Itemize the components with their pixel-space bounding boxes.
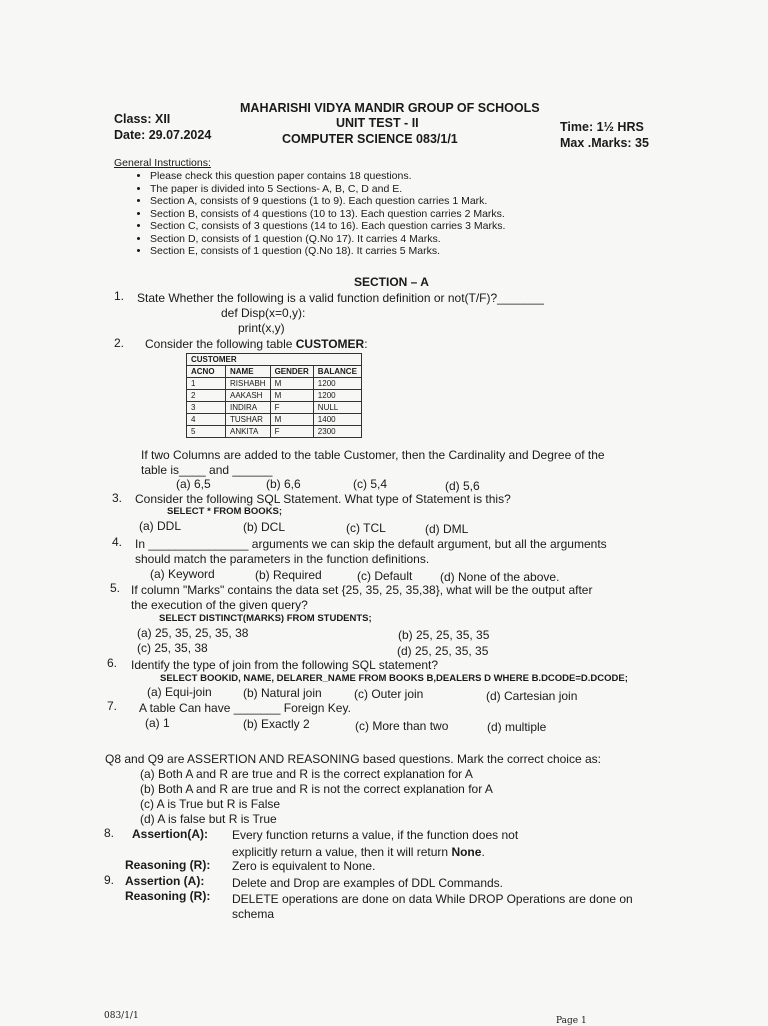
instruction-item: • Section A, consists of 9 questions (1 to 9). Each question carries 1 Mark. bbox=[150, 195, 505, 208]
q2-table-name: CUSTOMER bbox=[295, 337, 365, 351]
q8-assertion-label: Assertion(A): bbox=[132, 827, 209, 841]
q2-line2: table is____ and ______ bbox=[141, 463, 273, 477]
table-cell: F bbox=[270, 402, 313, 414]
q5-option-b: (b) 25, 25, 35, 35 bbox=[398, 628, 490, 642]
q7-option-c: (c) More than two bbox=[355, 719, 449, 733]
q7-option-d: (d) multiple bbox=[487, 720, 547, 734]
q9-assertion-text: Delete and Drop are examples of DDL Commands. bbox=[232, 876, 504, 890]
instruction-item: • Please check this question paper contains 18 questions. bbox=[150, 170, 505, 183]
customer-table bbox=[186, 353, 362, 438]
table-cell: 2 bbox=[187, 390, 226, 402]
q4-number: 4. bbox=[112, 535, 123, 549]
q6-option-d: (d) Cartesian join bbox=[486, 689, 578, 703]
q2-number: 2. bbox=[114, 336, 125, 350]
q9-reasoning-line2: schema bbox=[232, 907, 275, 921]
q7-option-b: (b) Exactly 2 bbox=[243, 717, 310, 731]
date-label: Date: 29.07.2024 bbox=[114, 128, 212, 142]
instruction-item: • Section E, consists of 1 question (Q.No 18). It carries 5 Marks. bbox=[150, 245, 505, 258]
table-header: BALANCE bbox=[313, 366, 361, 378]
ar-option-c: (c) A is True but R is False bbox=[140, 797, 281, 811]
q2-text bbox=[145, 337, 368, 351]
q5-line2: the execution of the given query? bbox=[131, 598, 308, 612]
q3-option-d: (d) DML bbox=[425, 522, 469, 536]
q7-option-a: (a) 1 bbox=[145, 716, 170, 730]
table-cell: INDIRA bbox=[226, 402, 271, 414]
school-name: MAHARISHI VIDYA MANDIR GROUP OF SCHOOLS bbox=[240, 101, 540, 115]
q4-option-d: (d) None of the above. bbox=[440, 570, 560, 584]
q9-assertion-label: Assertion (A): bbox=[125, 874, 205, 888]
section-a-title: SECTION – A bbox=[354, 275, 429, 289]
q5-number: 5. bbox=[110, 581, 121, 595]
q8-assertion-line2 bbox=[232, 845, 485, 859]
table-cell: 3 bbox=[187, 402, 226, 414]
q2-option-b: (b) 6,6 bbox=[266, 477, 301, 491]
q7-text: A table Can have _______ Foreign Key. bbox=[139, 701, 351, 715]
table-cell: RISHABH bbox=[226, 378, 271, 390]
q6-option-c: (c) Outer join bbox=[354, 687, 424, 701]
table-header: GENDER bbox=[270, 366, 313, 378]
footer-code: 083/1/1 bbox=[104, 1011, 139, 1021]
max-marks-label: Max .Marks: 35 bbox=[560, 136, 649, 150]
table-cell: 5 bbox=[187, 426, 226, 438]
q4-option-a: (a) Keyword bbox=[150, 567, 215, 581]
table-cell: 1400 bbox=[313, 414, 361, 426]
q4-line2: should match the parameters in the function definitions. bbox=[135, 552, 430, 566]
time-label: Time: 1½ HRS bbox=[560, 120, 644, 134]
table-row bbox=[187, 390, 362, 402]
q8-assertion-line1: Every function returns a value, if the function does not bbox=[232, 828, 519, 842]
q2-option-c: (c) 5,4 bbox=[353, 477, 388, 491]
q2-line1: If two Columns are added to the table Customer, then the Cardinality and Degree of the bbox=[141, 448, 605, 462]
table-cell: TUSHAR bbox=[226, 414, 271, 426]
table-row bbox=[187, 402, 362, 414]
table-row bbox=[187, 378, 362, 390]
q8-assertion-text: explicitly return a value, then it will return bbox=[232, 845, 449, 859]
q5-line1: If column "Marks" contains the data set {25, 35, 25, 35,38}, what will be the output after bbox=[131, 583, 593, 597]
q4-option-b: (b) Required bbox=[255, 568, 322, 582]
q3-option-c: (c) TCL bbox=[346, 521, 386, 535]
q8-reasoning-label: Reasoning (R): bbox=[125, 858, 211, 872]
ar-option-a: (a) Both A and R are true and R is the correct explanation for A bbox=[140, 767, 473, 781]
q2-text-plain: Consider the following table bbox=[145, 337, 293, 351]
q8-period: . bbox=[481, 845, 485, 859]
q5-sql: SELECT DISTINCT(MARKS) FROM STUDENTS; bbox=[159, 613, 372, 624]
test-name: UNIT TEST - II bbox=[336, 116, 419, 130]
table-row bbox=[187, 414, 362, 426]
table-cell: NULL bbox=[313, 402, 361, 414]
q3-number: 3. bbox=[112, 491, 123, 505]
q4-option-c: (c) Default bbox=[357, 569, 413, 583]
q3-text: Consider the following SQL Statement. What type of Statement is this? bbox=[135, 492, 511, 506]
instruction-item: • The paper is divided into 5 Sections- A, B, C, D and E. bbox=[150, 183, 505, 196]
q8-number: 8. bbox=[104, 826, 115, 840]
q1-code-line2: print(x,y) bbox=[238, 321, 285, 335]
instruction-item: • Section C, consists of 3 questions (14 to 16). Each question carries 3 Marks. bbox=[150, 220, 505, 233]
q1-code-line1: def Disp(x=0,y): bbox=[221, 306, 306, 320]
customer-table-title: CUSTOMER bbox=[187, 354, 362, 366]
ar-option-b: (b) Both A and R are true and R is not the correct explanation for A bbox=[140, 782, 493, 796]
table-cell: M bbox=[270, 378, 313, 390]
q4-line1: In _______________ arguments we can skip the default argument, but all the arguments bbox=[135, 537, 607, 551]
table-cell: 2300 bbox=[313, 426, 361, 438]
table-cell: M bbox=[270, 390, 313, 402]
instructions-list bbox=[132, 170, 505, 258]
q3-sql: SELECT * FROM BOOKS; bbox=[167, 506, 283, 517]
q6-text: Identify the type of join from the following SQL statement? bbox=[131, 658, 439, 672]
table-cell: 4 bbox=[187, 414, 226, 426]
table-cell: ANKITA bbox=[226, 426, 271, 438]
table-cell: 1 bbox=[187, 378, 226, 390]
table-header: ACNO bbox=[187, 366, 226, 378]
instructions-title: General Instructions: bbox=[114, 157, 211, 169]
table-row bbox=[187, 426, 362, 438]
q6-option-a: (a) Equi-join bbox=[147, 685, 212, 699]
q5-option-a: (a) 25, 35, 25, 35, 38 bbox=[137, 626, 249, 640]
q6-number: 6. bbox=[107, 656, 118, 670]
q9-reasoning-label: Reasoning (R): bbox=[125, 889, 211, 903]
q2-colon: : bbox=[364, 337, 368, 351]
ar-intro: Q8 and Q9 are ASSERTION AND REASONING based questions. Mark the correct choice as: bbox=[105, 752, 601, 766]
q1-text: State Whether the following is a valid function definition or not(T/F)?_______ bbox=[137, 291, 544, 305]
table-cell: F bbox=[270, 426, 313, 438]
class-label: Class: XII bbox=[114, 112, 171, 126]
subject-code: COMPUTER SCIENCE 083/1/1 bbox=[282, 132, 458, 146]
q7-number: 7. bbox=[107, 699, 118, 713]
q1-number: 1. bbox=[114, 289, 125, 303]
q2-option-d: (d) 5,6 bbox=[445, 479, 480, 493]
table-cell: 1200 bbox=[313, 378, 361, 390]
table-header: NAME bbox=[226, 366, 271, 378]
table-cell: AAKASH bbox=[226, 390, 271, 402]
q2-option-a: (a) 6,5 bbox=[176, 477, 211, 491]
table-cell: M bbox=[270, 414, 313, 426]
q9-reasoning-line1: DELETE operations are done on data While DROP Operations are done on bbox=[232, 892, 633, 906]
table-cell: 1200 bbox=[313, 390, 361, 402]
q3-option-b: (b) DCL bbox=[243, 520, 286, 534]
q8-none-keyword: None bbox=[451, 845, 482, 859]
q5-option-d: (d) 25, 25, 35, 35 bbox=[397, 644, 489, 658]
q6-option-b: (b) Natural join bbox=[243, 686, 322, 700]
q6-sql: SELECT BOOKID, NAME, DELARER_NAME FROM BOOKS B,DEALERS D WHERE B.DCODE=D.DCODE; bbox=[160, 673, 628, 684]
q5-option-c: (c) 25, 35, 38 bbox=[137, 641, 208, 655]
q8-reasoning-text: Zero is equivalent to None. bbox=[232, 859, 376, 873]
ar-option-d: (d) A is false but R is True bbox=[140, 812, 277, 826]
instruction-item: • Section D, consists of 1 question (Q.No 17). It carries 4 Marks. bbox=[150, 233, 505, 246]
q3-option-a: (a) DDL bbox=[139, 519, 182, 533]
footer-page: Page 1 bbox=[556, 1016, 587, 1026]
instruction-item: • Section B, consists of 4 questions (10 to 13). Each question carries 2 Marks. bbox=[150, 208, 505, 221]
q9-number: 9. bbox=[104, 873, 115, 887]
